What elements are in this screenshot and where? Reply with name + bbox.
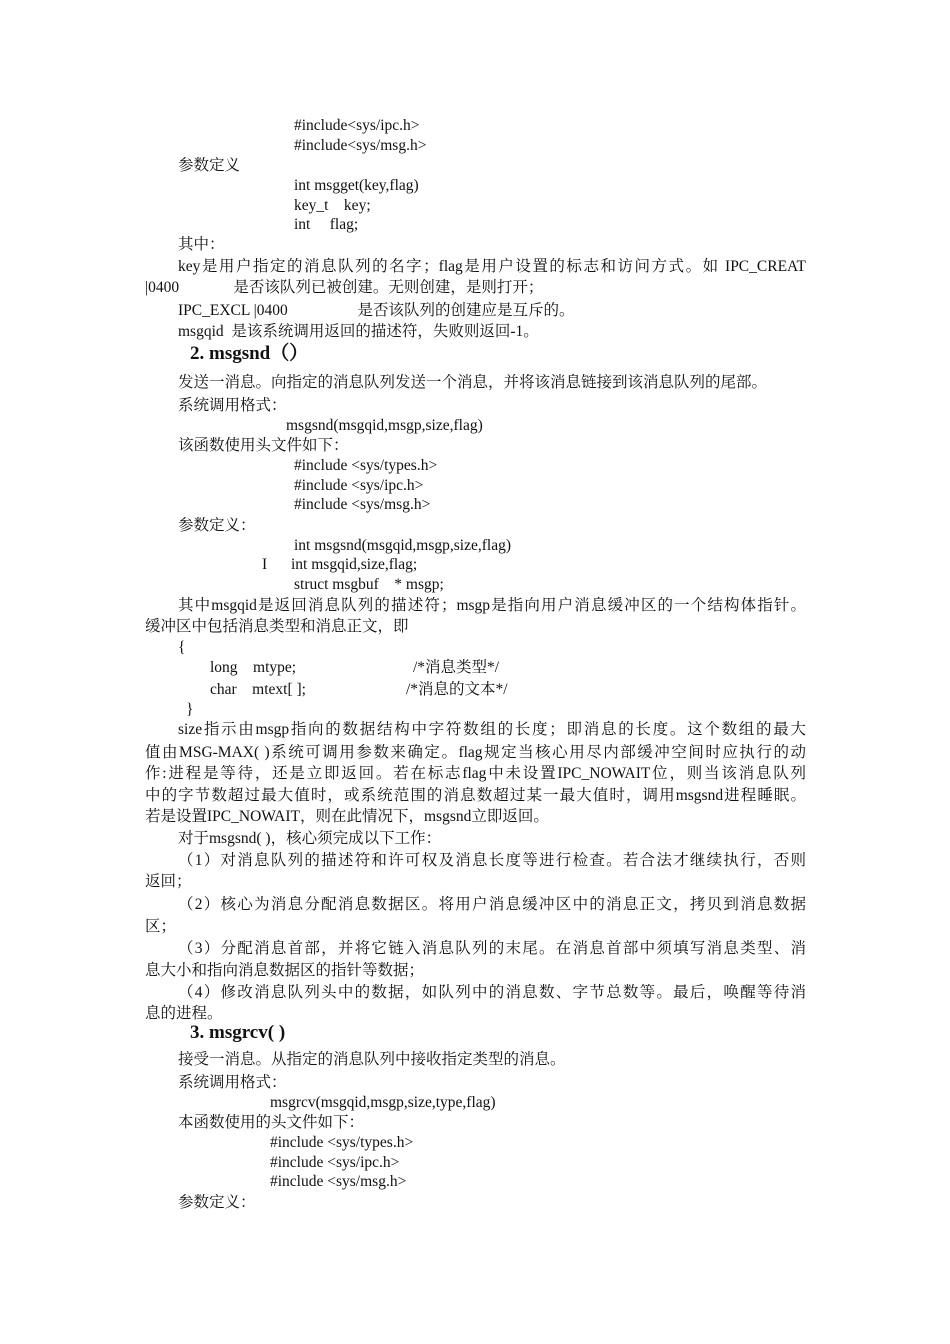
msgqid-description: msgqid 是该系统调用返回的描述符，失败则返回-1。 (178, 323, 539, 340)
msgget-prototype: int msgget(key,flag) (294, 177, 419, 194)
format-label: 系统调用格式： (178, 397, 287, 414)
step-4-line: （4）修改消息队列头中的数据，如队列中的消息数、字节总数等。最后，唤醒等待消 (178, 984, 806, 1001)
include-msg: #include <sys/msg.h> (270, 1173, 407, 1190)
field-mtype-comment: /*消息类型*/ (413, 659, 500, 676)
key-description-line: key是用户指定的消息队列的名字；flag是用户设置的标志和访问方式。如 IPC_CREAT (178, 258, 806, 275)
size-paragraph-line: 中的字节数超过最大值时，或系统范围的消息数超过某一最大值时，调用msgsnd进程睡眠。 (145, 787, 806, 804)
section-heading-msgrcv: 3. msgrcv( ) (190, 1022, 286, 1043)
params-label: 参数定义： (178, 1194, 256, 1211)
step-1-line: 返回； (145, 873, 192, 890)
msgsnd-intro: 发送一消息。向指定的消息队列发送一个消息，并将该消息链接到该消息队列的尾部。 (178, 374, 768, 391)
msgrcv-intro: 接受一消息。从指定的消息队列中接收指定类型的消息。 (178, 1051, 566, 1068)
headers-label: 该函数使用头文件如下： (178, 437, 349, 454)
ipc-excl-description: IPC_EXCL |0400 是否该队列的创建应是互斥的。 (178, 302, 575, 319)
msgp-description-line: 其中msgqid是返回消息队列的描述符；msgp是指向用户消息缓冲区的一个结构体指针。 (178, 597, 806, 614)
headers-label: 本函数使用的头文件如下： (178, 1114, 365, 1131)
size-paragraph-line: 值由MSG-MAX( )系统可调用参数来确定。flag规定当核心用尽内部缓冲空间时应执行的动 (145, 744, 806, 761)
cursor-mark: I (262, 556, 268, 573)
step-2-line: （2）核心为消息分配消息数据区。将用户消息缓冲区中的消息正文，拷贝到消息数据 (178, 896, 806, 913)
step-1-line: （1）对消息队列的描述符和许可权及消息长度等进行检查。若合法才继续执行，否则 (178, 852, 806, 869)
ipc-creat-description: |0400 是否该队列已被创建。无则创建，是则打开； (145, 279, 544, 296)
key-declaration: key_t key; (294, 197, 371, 214)
int-declarations: int msgqid,size,flag; (291, 556, 418, 573)
msgrcv-call: msgrcv(msgqid,msgp,size,type,flag) (270, 1094, 496, 1111)
include-types: #include <sys/types.h> (294, 457, 438, 474)
step-3-line: （3）分配消息首部，并将它链入消息队列的末尾。在消息首部中须填写消息类型、消 (178, 940, 806, 957)
step-2-line: 区； (145, 918, 177, 935)
struct-close-brace: } (186, 701, 194, 718)
params-label: 参数定义 (178, 157, 241, 174)
field-mtext: char mtext[ ]; (210, 681, 306, 698)
include-ipc: #include <sys/ipc.h> (294, 477, 424, 494)
include-msg: #include <sys/msg.h> (294, 496, 431, 513)
step-4-line: 息的进程。 (145, 1005, 223, 1022)
section-heading-msgsnd: 2. msgsnd（） (190, 343, 309, 364)
params-label: 参数定义： (178, 517, 256, 534)
field-mtext-comment: /*消息的文本*/ (406, 681, 508, 698)
include-ipc: #include <sys/ipc.h> (270, 1154, 400, 1171)
field-mtype: long mtype; (210, 659, 297, 676)
size-paragraph-line: 若是设置IPC_NOWAIT，则在此情况下，msgsnd立即返回。 (145, 808, 549, 825)
size-paragraph-line: size指示由msgp指向的数据结构中字符数组的长度；即消息的长度。这个数组的最大 (178, 721, 806, 738)
buffer-description-line: 缓冲区中包括消息类型和消息正文，即 (145, 618, 409, 635)
kernel-work-intro: 对于msgsnd( )，核心须完成以下工作： (178, 830, 442, 847)
msgsnd-call: msgsnd(msgqid,msgp,size,flag) (286, 417, 483, 434)
size-paragraph-line: 作:进程是等待，还是立即返回。若在标志flag中未设置IPC_NOWAIT位，则当该消息队列 (145, 765, 806, 782)
where-label: 其中： (178, 236, 225, 253)
include-ipc: #include<sys/ipc.h> (294, 117, 420, 134)
struct-open-brace: { (178, 639, 186, 656)
include-msg: #include<sys/msg.h> (294, 137, 427, 154)
step-3-line: 息大小和指向消息数据区的指针等数据； (145, 962, 425, 979)
msgsnd-prototype: int msgsnd(msgqid,msgp,size,flag) (294, 537, 511, 554)
format-label: 系统调用格式： (178, 1074, 287, 1091)
struct-declaration: struct msgbuf * msgp; (294, 576, 444, 593)
include-types: #include <sys/types.h> (270, 1134, 414, 1151)
flag-declaration: int flag; (294, 216, 359, 233)
